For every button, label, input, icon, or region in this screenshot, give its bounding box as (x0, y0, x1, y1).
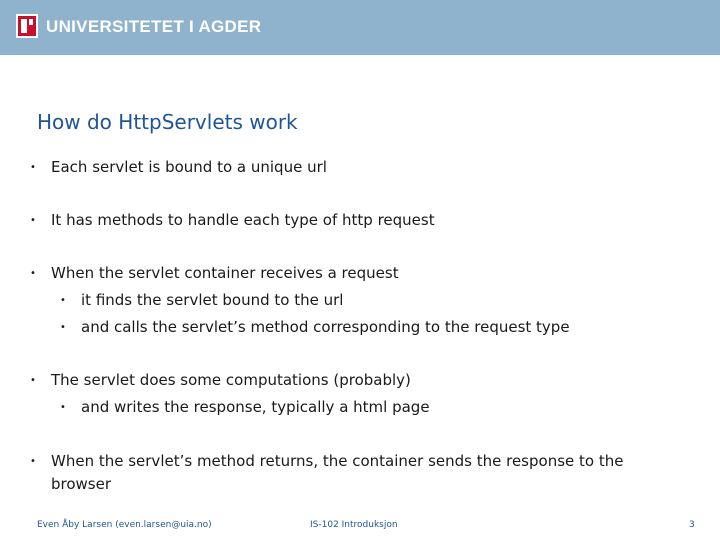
bullet-text: The servlet does some computations (probably) (51, 371, 411, 389)
bullet-dot: • (30, 375, 36, 386)
bullet-dot: • (30, 268, 36, 279)
bullet-item (30, 209, 680, 232)
bullet-item (30, 262, 680, 285)
bullet-text: When the servlet’s method returns, the container sends the response to the browser (51, 452, 624, 493)
sub-bullet-item (60, 396, 680, 419)
bullet-dot: • (30, 215, 36, 226)
sub-bullet-item (60, 289, 680, 312)
bullet-text: and calls the servlet’s method corresponding to the request type (81, 318, 570, 336)
bullet-item (30, 450, 670, 496)
university-logo-icon (16, 14, 38, 38)
bullet-dot: • (60, 322, 66, 333)
sub-bullet-item (60, 316, 680, 339)
header-bar (0, 0, 720, 55)
footer-author: Even Åby Larsen (even.larsen@uia.no) (37, 520, 212, 530)
bullet-text: and writes the response, typically a html page (81, 398, 430, 416)
bullet-dot: • (60, 295, 66, 306)
bullet-text: It has methods to handle each type of http request (51, 211, 435, 229)
bullet-dot: • (30, 162, 36, 173)
bullet-dot: • (30, 456, 36, 467)
slide-title: How do HttpServlets work (37, 110, 298, 134)
page-number: 3 (689, 520, 695, 530)
university-name: UNIVERSITETET I AGDER (46, 17, 262, 36)
bullet-text: it finds the servlet bound to the url (81, 291, 344, 309)
bullet-dot: • (60, 402, 66, 413)
bullet-text: Each servlet is bound to a unique url (51, 158, 327, 176)
footer-course: IS-102 Introduksjon (310, 520, 398, 530)
bullet-text: When the servlet container receives a request (51, 264, 399, 282)
bullet-item (30, 369, 680, 392)
bullet-item (30, 156, 680, 179)
